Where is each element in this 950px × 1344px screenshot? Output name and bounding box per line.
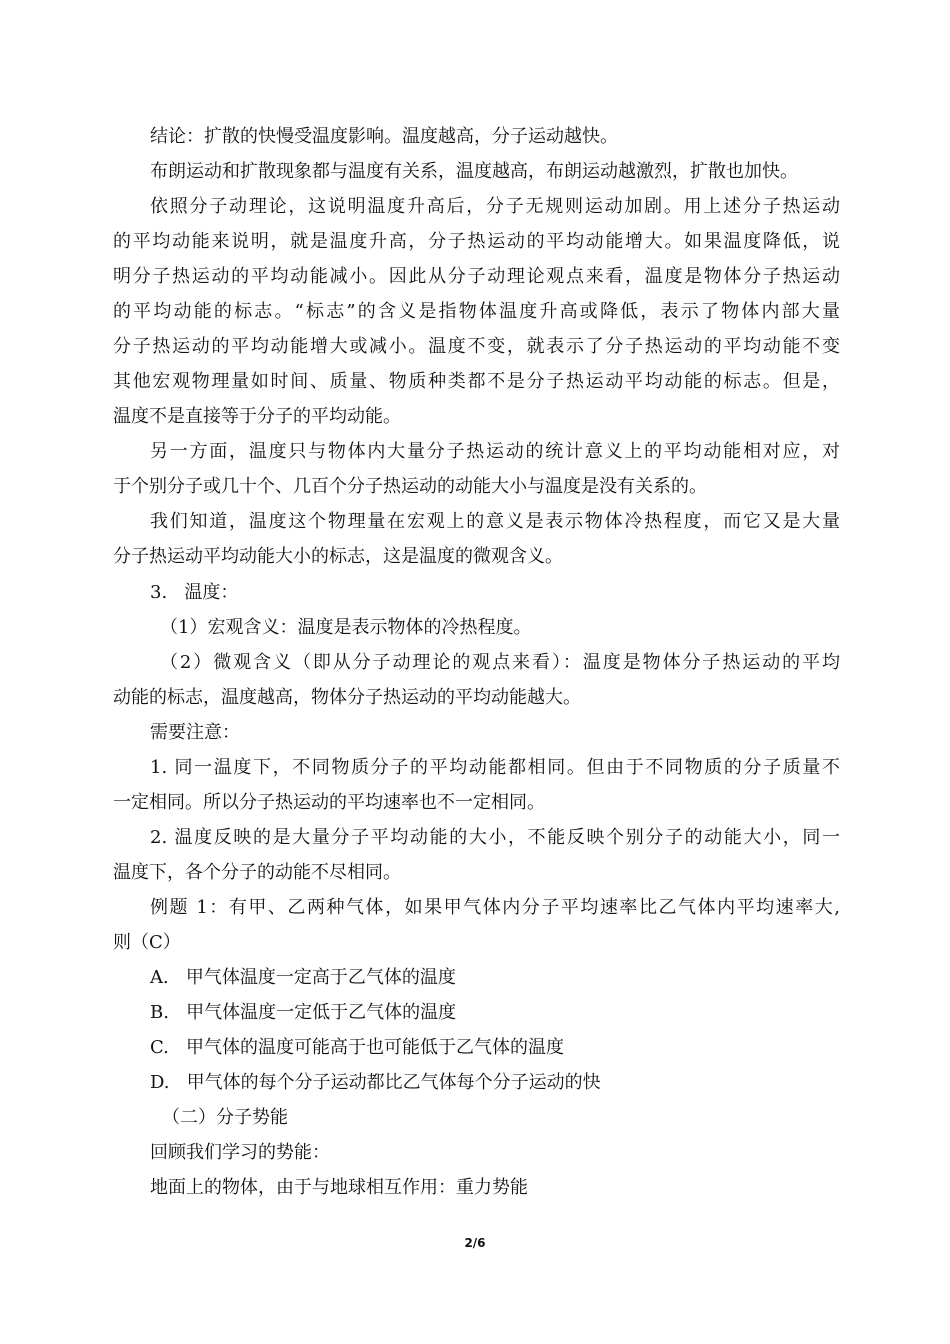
text-line: 1. 同一温度下，不同物质分子的平均动能都相同。但由于不同物质的分子质量不: [150, 757, 840, 778]
option-c: C. 甲气体的温度可能高于也可能低于乙气体的温度: [150, 1037, 565, 1058]
text-line: 温度下，各个分子的动能不尽相同。: [113, 862, 401, 883]
text-line: 依照分子动理论，这说明温度升高后，分子无规则运动加剧。用上述分子热运动: [150, 196, 840, 217]
text-line: 地面上的物体，由于与地球相互作用：重力势能: [150, 1177, 528, 1198]
option-b: B. 甲气体温度一定低于乙气体的温度: [150, 1002, 457, 1023]
text-line: 分子热运动平均动能大小的标志，这是温度的微观含义。: [113, 546, 563, 567]
text-line: 需要注意：: [150, 722, 240, 743]
text-line: 结论：扩散的快慢受温度影响。温度越高，分子运动越快。: [150, 126, 618, 147]
text-line: 回顾我们学习的势能：: [150, 1142, 330, 1163]
text-line: 一定相同。所以分子热运动的平均速率也不一定相同。: [113, 792, 545, 813]
text-line: 2. 温度反映的是大量分子平均动能的大小，不能反映个别分子的动能大小，同一: [150, 827, 840, 848]
section-heading: （二）分子势能: [162, 1107, 288, 1128]
text-line: 明分子热运动的平均动能减小。因此从分子动理论观点来看，温度是物体分子热运动: [113, 266, 840, 287]
option-a: A. 甲气体温度一定高于乙气体的温度: [150, 967, 456, 988]
text-line: （2）微观含义（即从分子动理论的观点来看）：温度是物体分子热运动的平均: [160, 652, 840, 673]
example-answer: 则（C）: [113, 932, 181, 953]
text-line: 分子热运动的平均动能增大或减小。温度不变，就表示了分子热运动的平均动能不变: [113, 336, 840, 357]
text-line: 动能的标志，温度越高，物体分子热运动的平均动能越大。: [113, 687, 581, 708]
text-line: 温度不是直接等于分子的平均动能。: [113, 406, 401, 427]
text-line: 布朗运动和扩散现象都与温度有关系，温度越高，布朗运动越激烈，扩散也加快。: [150, 161, 798, 182]
text-line: 的平均动能的标志。“标志”的含义是指物体温度升高或降低，表示了物体内部大量: [113, 301, 840, 322]
text-line: （1）宏观含义：温度是表示物体的冷热程度。: [160, 617, 532, 638]
text-line: 我们知道，温度这个物理量在宏观上的意义是表示物体冷热程度，而它又是大量: [150, 511, 840, 532]
text-line: 于个别分子或几十个、几百个分子热运动的动能大小与温度是没有关系的。: [113, 476, 707, 497]
page-number: 2/6: [464, 1236, 486, 1250]
text-line: 其他宏观物理量如时间、质量、物质种类都不是分子热运动平均动能的标志。但是，: [113, 371, 840, 392]
text-line: 的平均动能来说明，就是温度升高，分子热运动的平均动能增大。如果温度降低，说: [113, 231, 840, 252]
text-line: 另一方面，温度只与物体内大量分子热运动的统计意义上的平均动能相对应，对: [150, 441, 840, 462]
option-d: D. 甲气体的每个分子运动都比乙气体每个分子运动的快: [150, 1072, 601, 1093]
section-heading: 3. 温度：: [150, 582, 239, 603]
example-question: 例题 1：有甲、乙两种气体，如果甲气体内分子平均速率比乙气体内平均速率大,: [150, 897, 840, 918]
